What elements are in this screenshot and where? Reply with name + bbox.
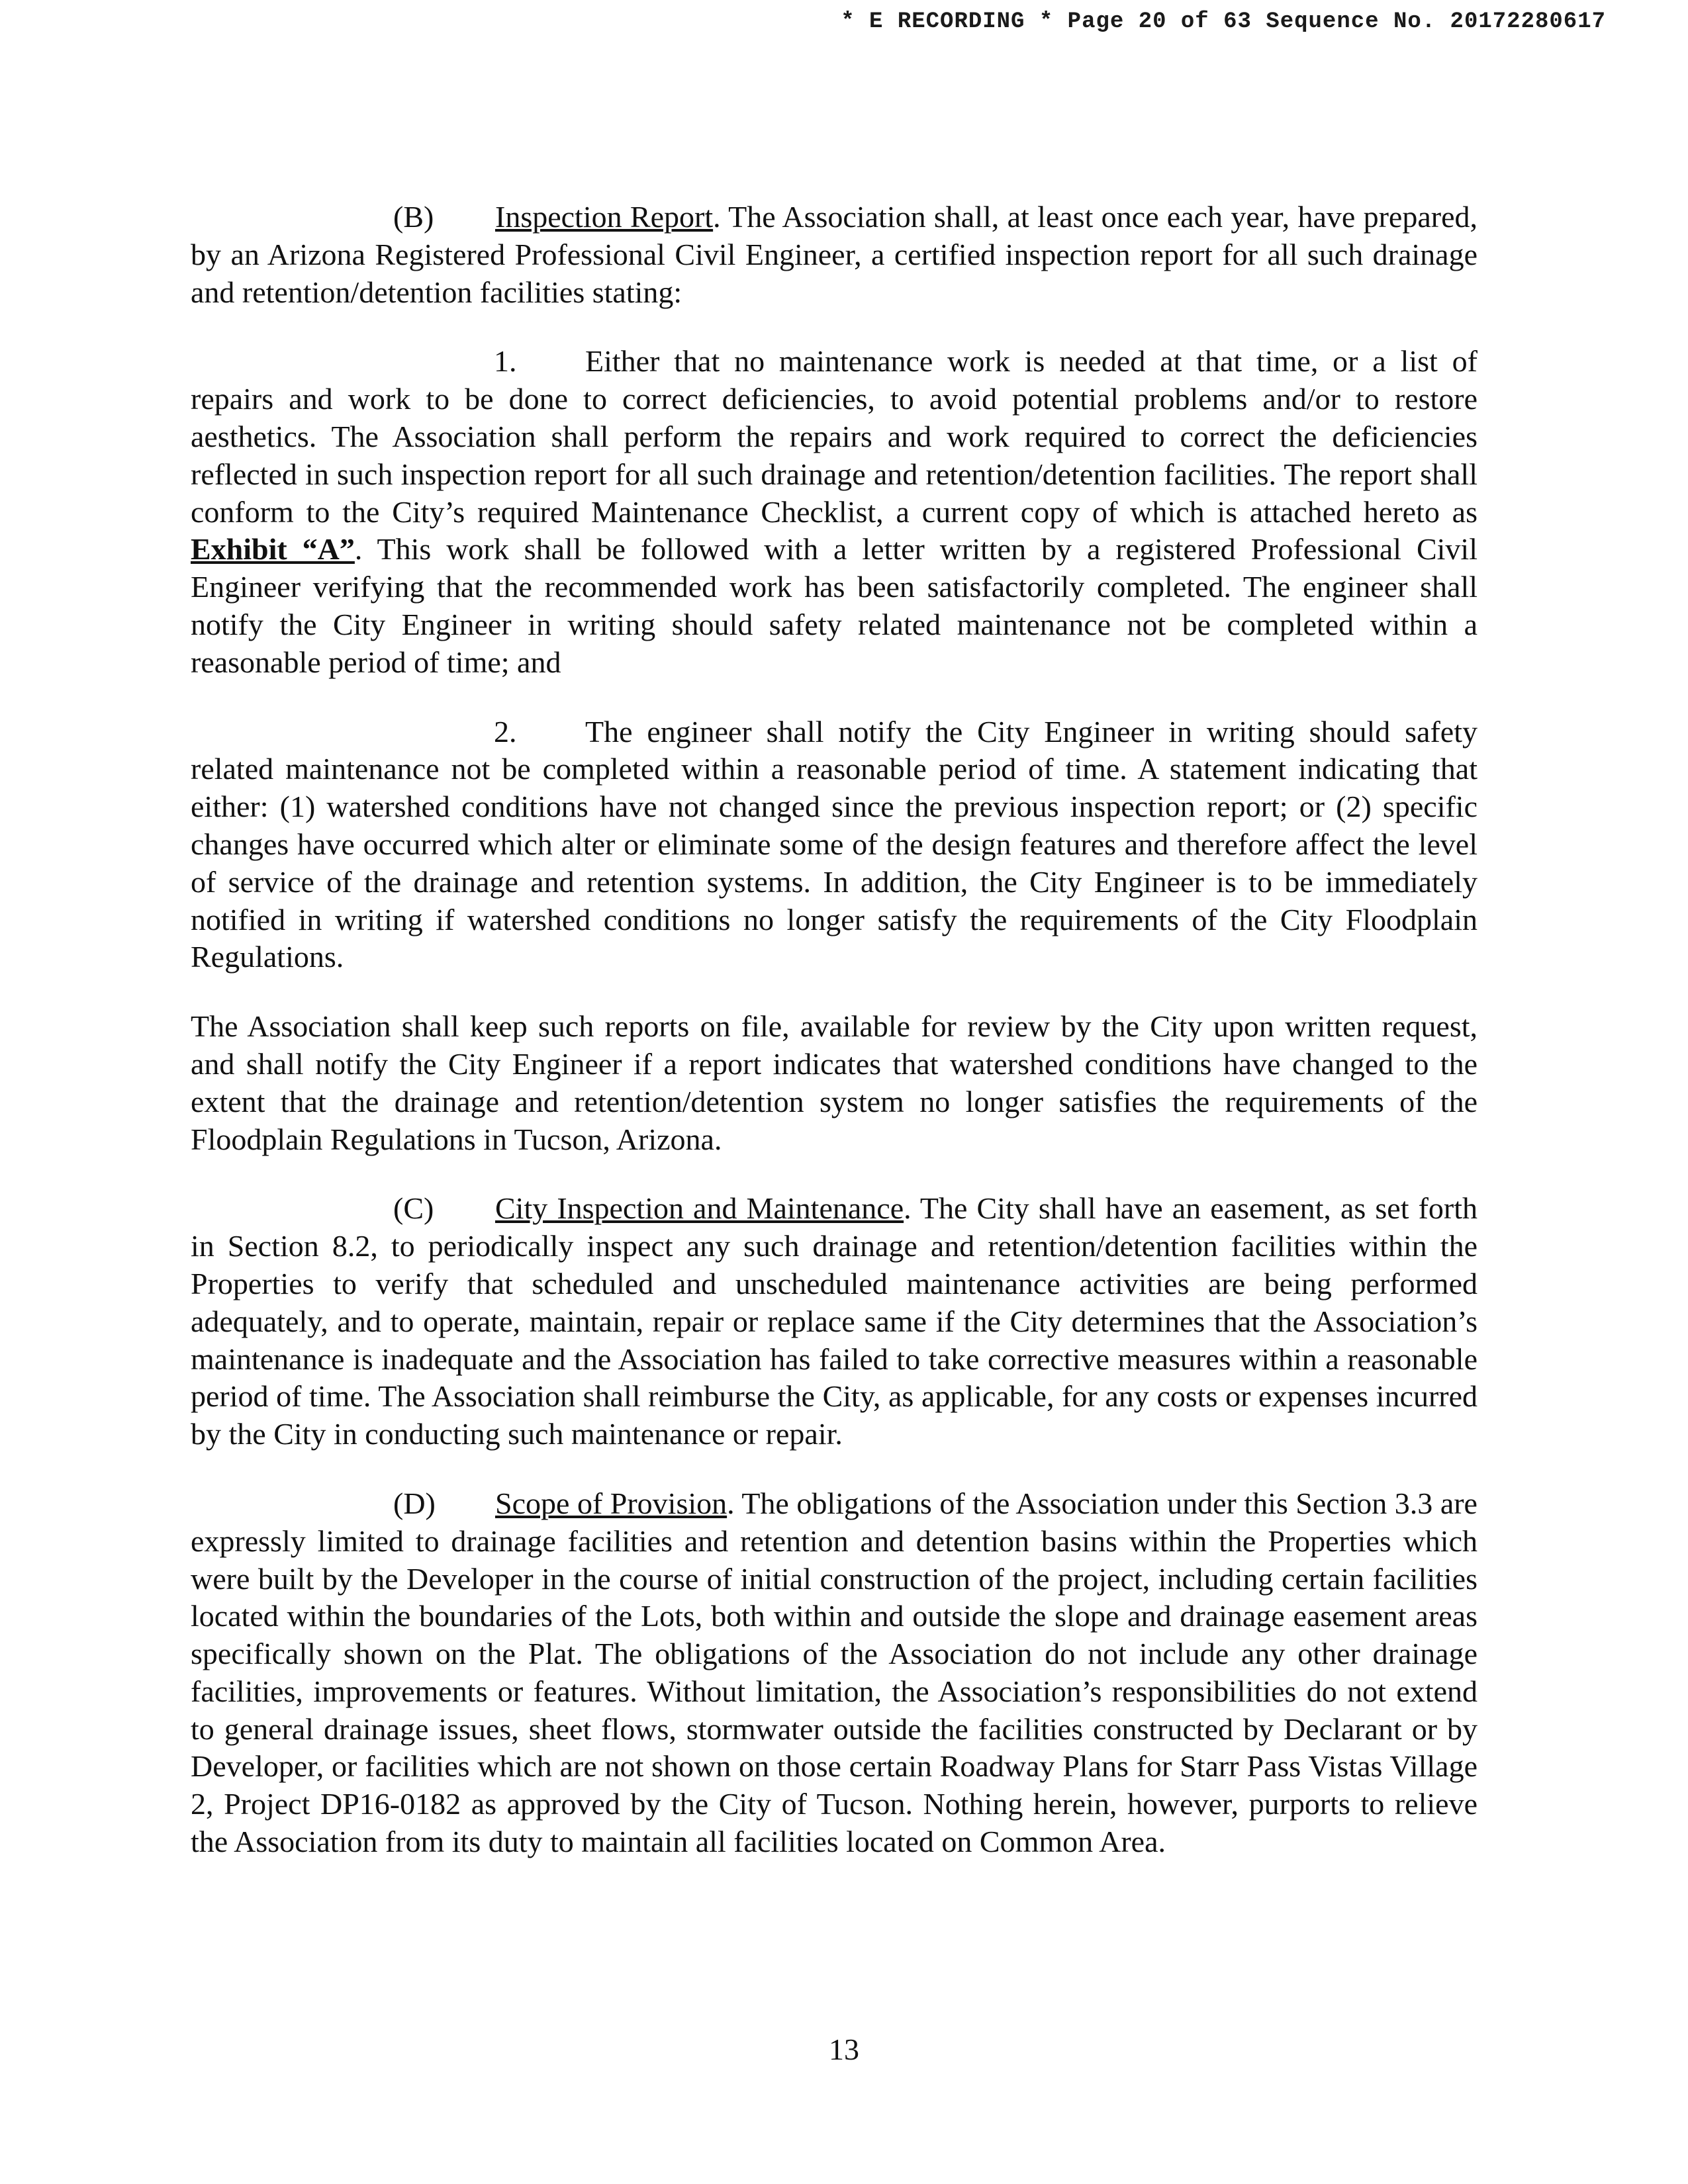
item-2-text: The engineer shall notify the City Engineer in writing should safety related maintenance not be completed within a reasonable period of time. A statement indicating that either: (1) watershed conditions have not changed since the previous inspection report; or (2) specific changes have occurred which alter or eliminate some of the design features and therefore affect the level of service of the drainage and retention systems. In addition, the City Engineer is to be immediately notified in writing if watershed conditions no longer satisfy the requirements of the City Floodplain Regulations.	[191, 714, 1477, 974]
exhibit-a-reference: Exhibit “A”	[191, 532, 355, 567]
section-b-paragraph	[191, 199, 1477, 311]
section-d-text: . The obligations of the Association under this Section 3.3 are expressly limited to drainage facilities and retention and detention basins within the Properties which were built by the Developer in the course of initial construction of the project, including certain facilities located within the boundaries of the Lots, both within and outside the slope and drainage easement areas specifically shown on the Plat. The obligations of the Association do not include any other drainage facilities, improvements or features. Without limitation, the Association’s responsibilities do not extend to general drainage issues, sheet flows, stormwater outside the facilities constructed by Declarant or by Developer, or facilities which are not shown on those certain Roadway Plans for Starr Pass Vistas Village 2, Project DP16-0182 as approved by the City of Tucson. Nothing herein, however, purports to relieve the Association from its duty to maintain all facilities located on Common Area.	[191, 1486, 1477, 1859]
section-b-label: (B)	[393, 200, 434, 234]
section-c-text: . The City shall have an easement, as set forth in Section 8.2, to periodically inspect any such drainage and retention/detention facilities within the Properties to verify that scheduled and unscheduled maintenance activities are being performed adequately, and to operate, maintain, repair or replace same if the City determines that the Association’s maintenance is inadequate and the Association has failed to take corrective measures within a reasonable period of time. The Association shall reimburse the City, as applicable, for any costs or expenses incurred by the City in conducting such maintenance or repair.	[191, 1191, 1477, 1451]
item-2-number: 2.	[494, 714, 517, 749]
item-2-paragraph	[191, 713, 1477, 977]
document-body	[191, 199, 1477, 1893]
section-d-label: (D)	[393, 1486, 436, 1520]
section-b-heading: Inspection Report	[495, 200, 714, 234]
page-number: 13	[829, 2032, 859, 2066]
section-c-heading: City Inspection and Maintenance	[495, 1191, 904, 1226]
reports-text: The Association shall keep such reports on file, available for review by the City upon written request, and shall notify the City Engineer if a report indicates that watershed conditions have changed to the extent that the drainage and retention/detention system no longer satisfies the requirements of the Floodplain Regulations in Tucson, Arizona.	[191, 1009, 1477, 1156]
section-d-heading: Scope of Provision	[495, 1486, 727, 1520]
recording-stamp: * E RECORDING * Page 20 of 63 Sequence No. 20172280617	[841, 9, 1606, 34]
item-1-paragraph	[191, 343, 1477, 681]
section-b-text: . The Association shall, at least once each year, have prepared, by an Arizona Registered Professional Civil Engineer, a certified inspection report for all such drainage and retention/detention facilities stating:	[191, 200, 1477, 309]
item-1-number: 1.	[494, 344, 517, 379]
reports-paragraph	[191, 1008, 1477, 1158]
section-c-label: (C)	[393, 1191, 434, 1226]
item-1-text-after: . This work shall be followed with a letter written by a registered Professional Civil Engineer verifying that the recommended work has been satisfactorily completed. The engineer shall notify the City Engineer in writing should safety related maintenance not be completed within a reasonable period of time; and	[191, 532, 1477, 679]
section-c-paragraph	[191, 1190, 1477, 1453]
item-1-text-before: Either that no maintenance work is needed at that time, or a list of repairs and work to be done to correct deficiencies, to avoid potential problems and/or to restore aesthetics. The Association shall perform the repairs and work required to correct the deficiencies reflected in such inspection report for all such drainage and retention/detention facilities. The report shall conform to the City’s required Maintenance Checklist, a current copy of which is attached hereto as	[191, 344, 1477, 529]
section-d-paragraph	[191, 1485, 1477, 1861]
